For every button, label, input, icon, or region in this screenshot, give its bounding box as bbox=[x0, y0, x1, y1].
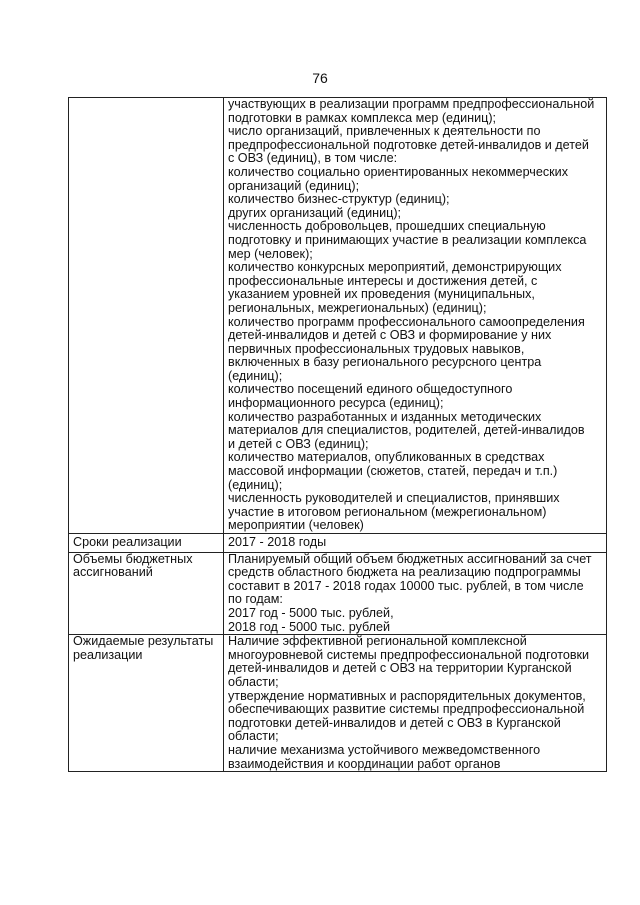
text-line: количество материалов, опубликованных в средствах bbox=[228, 450, 545, 465]
text-line: взаимодействия и координации работ органов bbox=[228, 756, 501, 771]
text-line: области; bbox=[228, 674, 279, 689]
text-line: (единиц); bbox=[228, 477, 283, 492]
text-line: количество посещений единого общедоступного bbox=[228, 382, 513, 397]
text-line: первичных профессиональных трудовых навыков, bbox=[228, 341, 525, 356]
text-line: по годам: bbox=[228, 592, 283, 607]
row-label: Объемы бюджетных bbox=[73, 551, 193, 566]
text-line: указанием уровней их проведения (муниципальных, bbox=[228, 287, 535, 302]
text-line: число организаций, привлеченных к деятельности по bbox=[228, 124, 541, 139]
text-line: участвующих в реализации программ предпрофессиональной bbox=[228, 97, 595, 111]
text-line: численность добровольцев, прошедших специальную bbox=[228, 219, 546, 234]
row-value-cell bbox=[224, 635, 607, 772]
text-line: 2017 год - 5000 тыс. рублей, bbox=[228, 605, 394, 620]
text-line: других организаций (единиц); bbox=[228, 205, 402, 220]
text-line: численность руководителей и специалистов, принявших bbox=[228, 491, 560, 506]
text-line: Планируемый общий объем бюджетных ассигнований за счет bbox=[228, 551, 592, 566]
text-line: мероприятии (человек) bbox=[228, 518, 364, 533]
text-line: включенных в базу регионального ресурсного центра bbox=[228, 355, 542, 370]
text-line: количество программ профессионального самоопределения bbox=[228, 314, 585, 329]
row-label-cell bbox=[69, 534, 224, 553]
text-line: области; bbox=[228, 729, 279, 744]
text-line: 2018 год - 5000 тыс. рублей bbox=[228, 619, 391, 634]
text-line: многоуровневой системы предпрофессиональной подготовки bbox=[228, 647, 590, 662]
text-line: (единиц); bbox=[228, 368, 283, 383]
table-row-indicators bbox=[69, 98, 607, 534]
text-line: подготовки детей-инвалидов и детей с ОВЗ в Курганской bbox=[228, 715, 561, 730]
text-line: детей-инвалидов и детей с ОВЗ на территории Курганской bbox=[228, 661, 572, 676]
text-line: материалов для специалистов, родителей, детей-инвалидов bbox=[228, 423, 585, 438]
row-value-cell bbox=[224, 98, 607, 534]
row-value-cell bbox=[224, 552, 607, 635]
row-label-cell bbox=[69, 98, 224, 534]
row-label-cell bbox=[69, 552, 224, 635]
text-line: подготовки в рамках комплекса мер (единиц); bbox=[228, 110, 497, 125]
row-label: ассигнований bbox=[73, 565, 153, 580]
text-line: мер (человек); bbox=[228, 246, 313, 261]
text-line: и детей с ОВЗ (единиц); bbox=[228, 436, 369, 451]
text-line: с ОВЗ (единиц), в том числе: bbox=[228, 151, 398, 166]
row-label: Ожидаемые результаты bbox=[73, 634, 214, 649]
text-line: профессиональные интересы и достижения детей, с bbox=[228, 273, 538, 288]
page-number: 76 bbox=[312, 70, 328, 86]
text-line: количество разработанных и изданных методических bbox=[228, 409, 542, 424]
text-line: количество конкурсных мероприятий, демонстрирующих bbox=[228, 260, 562, 275]
text-line: информационного ресурса (единиц); bbox=[228, 396, 444, 411]
text-line: Наличие эффективной региональной комплексной bbox=[228, 634, 527, 649]
text-line: средств областного бюджета на реализацию подпрограммы bbox=[228, 565, 581, 580]
table-row-expected-results bbox=[69, 635, 607, 772]
text-line: составит в 2017 - 2018 годах 10000 тыс. рублей, в том числе bbox=[228, 578, 584, 593]
text-line: подготовку и принимающих участие в реализации комплекса bbox=[228, 232, 587, 247]
text-line: количество бизнес-структур (единиц); bbox=[228, 192, 450, 207]
passport-table bbox=[68, 97, 607, 772]
text-line: предпрофессиональной подготовке детей-инвалидов и детей bbox=[228, 137, 589, 152]
text-line: утверждение нормативных и распорядительных документов, bbox=[228, 688, 586, 703]
text-line: наличие механизма устойчивого межведомственного bbox=[228, 742, 541, 757]
text-line: обеспечивающих развитие системы предпрофессиональной bbox=[228, 702, 585, 717]
row-label: реализации bbox=[73, 647, 143, 662]
table-row-timeline bbox=[69, 534, 607, 553]
text-line: массовой информации (сюжетов, статей, передач и т.п.) bbox=[228, 464, 558, 479]
row-label-cell bbox=[69, 635, 224, 772]
text-line: 2017 - 2018 годы bbox=[228, 535, 327, 549]
text-line: региональных, межрегиональных) (единиц); bbox=[228, 300, 487, 315]
row-label: Сроки реализации bbox=[73, 535, 182, 549]
text-line: участие в итоговом региональном (межрегиональном) bbox=[228, 504, 547, 519]
text-line: детей-инвалидов и детей с ОВЗ и формирование у них bbox=[228, 328, 552, 343]
text-line: организаций (единиц); bbox=[228, 178, 360, 193]
text-line: количество социально ориентированных некоммерческих bbox=[228, 164, 568, 179]
row-value-cell bbox=[224, 534, 607, 553]
table-row-budget bbox=[69, 552, 607, 635]
